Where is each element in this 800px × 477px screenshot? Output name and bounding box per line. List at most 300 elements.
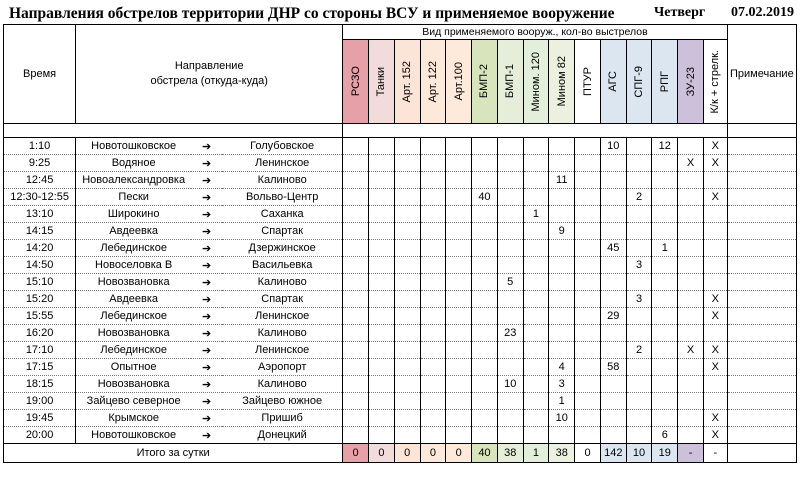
- table-row: [4, 342, 797, 359]
- time-cell: 19:45: [4, 410, 76, 427]
- weapon-cell: [523, 325, 549, 342]
- note-cell: [727, 155, 796, 172]
- table-row: [4, 206, 797, 223]
- table-row: [4, 359, 797, 376]
- note-cell: [727, 223, 796, 240]
- arrow-icon: ➔: [191, 325, 222, 342]
- to-cell: Аэропорт: [222, 359, 343, 376]
- to-cell: Васильевка: [222, 257, 343, 274]
- weapon-label: АГС: [607, 71, 620, 92]
- weapon-cell: [420, 257, 446, 274]
- weapon-cell: [600, 291, 626, 308]
- direction-header-line1: Направление: [174, 60, 244, 72]
- weapon-header-12: [652, 40, 678, 124]
- time-cell: 15:55: [4, 308, 76, 325]
- weapon-cell: [343, 189, 369, 206]
- weapon-cell: [420, 274, 446, 291]
- weapon-cell: [343, 257, 369, 274]
- weapon-header-1: [369, 40, 395, 124]
- weapon-cell: [343, 206, 369, 223]
- time-cell: 12:45: [4, 172, 76, 189]
- weapon-cell: [523, 359, 549, 376]
- note-cell: [727, 410, 796, 427]
- weapon-cell: X: [703, 189, 727, 206]
- weapon-cell: [549, 291, 575, 308]
- weapon-cell: [626, 206, 652, 223]
- weapon-header-6: [497, 40, 523, 124]
- time-cell: 16:20: [4, 325, 76, 342]
- weapon-cell: [343, 359, 369, 376]
- weapon-cell: [472, 240, 498, 257]
- note-cell: [727, 138, 796, 155]
- weapon-cell: [420, 308, 446, 325]
- weapon-cell: [369, 291, 395, 308]
- totals-label: Итого за сутки: [4, 444, 343, 463]
- weapon-header-9: [575, 40, 601, 124]
- weapon-cell: [626, 155, 652, 172]
- weapon-cell: [394, 240, 420, 257]
- weapon-cell: 2: [626, 189, 652, 206]
- weapon-cell: [420, 223, 446, 240]
- to-cell: Калиново: [222, 172, 343, 189]
- weapon-cell: [446, 359, 472, 376]
- weapon-cell: [703, 393, 727, 410]
- weapon-cell: [678, 206, 704, 223]
- weapon-cell: [600, 155, 626, 172]
- weapon-label: Арт.100: [452, 62, 465, 101]
- weapon-cell: [446, 427, 472, 444]
- from-cell: Лебединское: [76, 308, 191, 325]
- weapon-cell: [497, 342, 523, 359]
- weapon-cell: [497, 172, 523, 189]
- from-cell: Новоселовка В: [76, 257, 191, 274]
- weapon-cell: [678, 393, 704, 410]
- to-cell: Ленинское: [222, 342, 343, 359]
- weapon-cell: [575, 325, 601, 342]
- time-cell: 14:50: [4, 257, 76, 274]
- weapon-label: ПТУР: [581, 67, 594, 96]
- to-cell: Спартак: [222, 291, 343, 308]
- weapon-cell: [472, 155, 498, 172]
- weapon-cell: [703, 274, 727, 291]
- weapon-cell: [678, 274, 704, 291]
- weapon-cell: [652, 172, 678, 189]
- weapon-cell: [600, 189, 626, 206]
- weapon-cell: [369, 189, 395, 206]
- weapon-cell: [575, 223, 601, 240]
- weapon-cell: [497, 223, 523, 240]
- weapon-header-10: [600, 40, 626, 124]
- note-cell: [727, 257, 796, 274]
- page-title: Направления обстрелов территории ДНР со стороны ВСУ и применяемое вооружение: [9, 5, 615, 22]
- arrow-icon: ➔: [191, 223, 222, 240]
- weapon-cell: [472, 206, 498, 223]
- weapon-cell: [703, 376, 727, 393]
- arrow-icon: ➔: [191, 138, 222, 155]
- weapon-label: К/к + стрелк.: [709, 49, 722, 114]
- weapon-cell: [394, 257, 420, 274]
- arrow-icon: ➔: [191, 291, 222, 308]
- total-cell: 38: [549, 444, 575, 463]
- weapon-cell: [369, 410, 395, 427]
- arrow-icon: ➔: [191, 410, 222, 427]
- table-row: [4, 257, 797, 274]
- weapon-cell: [626, 393, 652, 410]
- weapon-cell: [652, 376, 678, 393]
- weapon-cell: [394, 206, 420, 223]
- weapon-cell: [678, 240, 704, 257]
- total-cell: 40: [472, 444, 498, 463]
- note-cell: [727, 291, 796, 308]
- weapon-cell: X: [703, 138, 727, 155]
- weapon-cell: [652, 155, 678, 172]
- weapon-cell: [703, 172, 727, 189]
- from-cell: Крымское: [76, 410, 191, 427]
- weapon-cell: [626, 223, 652, 240]
- weapon-cell: [497, 359, 523, 376]
- table-row: [4, 138, 797, 155]
- weapon-cell: [343, 155, 369, 172]
- weapon-cell: [678, 223, 704, 240]
- weapon-cell: [369, 393, 395, 410]
- weapon-cell: [626, 240, 652, 257]
- weapon-cell: [600, 274, 626, 291]
- time-cell: 17:15: [4, 359, 76, 376]
- weapon-cell: [652, 359, 678, 376]
- weapon-label: Арт. 152: [401, 60, 414, 103]
- weapon-cell: [343, 223, 369, 240]
- weapon-cell: [523, 410, 549, 427]
- weapon-header-2: [394, 40, 420, 124]
- weapon-header-0: [343, 40, 369, 124]
- weapon-cell: [369, 206, 395, 223]
- weapon-cell: [369, 223, 395, 240]
- weapon-cell: [575, 257, 601, 274]
- from-cell: Новотошковское: [76, 138, 191, 155]
- weapon-cell: [523, 240, 549, 257]
- weapon-cell: 10: [497, 376, 523, 393]
- weapon-cell: [626, 172, 652, 189]
- weapon-cell: [446, 155, 472, 172]
- weapon-header-4: [446, 40, 472, 124]
- weapon-cell: [678, 308, 704, 325]
- weapon-cell: [523, 155, 549, 172]
- weapon-label: Мином. 120: [529, 51, 542, 112]
- weapon-cell: [600, 342, 626, 359]
- weapon-cell: [575, 410, 601, 427]
- weapon-cell: [343, 393, 369, 410]
- weapon-cell: [343, 240, 369, 257]
- weapon-cell: [369, 138, 395, 155]
- from-cell: Зайцево северное: [76, 393, 191, 410]
- weapon-cell: [523, 172, 549, 189]
- weapon-cell: [497, 240, 523, 257]
- weapon-cell: [369, 427, 395, 444]
- from-cell: Опытное: [76, 359, 191, 376]
- weapon-cell: [626, 308, 652, 325]
- weapon-cell: [575, 291, 601, 308]
- from-cell: Новотошковское: [76, 427, 191, 444]
- table-row: [4, 410, 797, 427]
- weapon-cell: 45: [600, 240, 626, 257]
- time-cell: 14:20: [4, 240, 76, 257]
- weapon-cell: [497, 138, 523, 155]
- weapon-cell: [652, 189, 678, 206]
- weapon-cell: [394, 342, 420, 359]
- weapon-cell: [394, 223, 420, 240]
- weapon-cell: [446, 274, 472, 291]
- weapon-cell: [549, 274, 575, 291]
- weapon-cell: [472, 308, 498, 325]
- weapon-cell: [446, 410, 472, 427]
- to-cell: Пришиб: [222, 410, 343, 427]
- weapon-cell: [497, 155, 523, 172]
- header-row-1: [4, 25, 797, 40]
- weapon-cell: [472, 359, 498, 376]
- table-row: [4, 393, 797, 410]
- weapon-cell: [394, 274, 420, 291]
- weapon-cell: [600, 223, 626, 240]
- table-row: [4, 291, 797, 308]
- time-cell: 9:25: [4, 155, 76, 172]
- weapon-cell: [343, 376, 369, 393]
- weapon-cell: [678, 189, 704, 206]
- weapon-cell: [575, 308, 601, 325]
- total-cell: 0: [394, 444, 420, 463]
- note-cell: [727, 172, 796, 189]
- weapon-cell: X: [678, 342, 704, 359]
- weapon-cell: [394, 427, 420, 444]
- weapon-cell: [472, 257, 498, 274]
- weapon-cell: [369, 376, 395, 393]
- weapon-cell: [394, 291, 420, 308]
- weapon-cell: [626, 138, 652, 155]
- weapon-cell: [369, 308, 395, 325]
- time-cell: 19:00: [4, 393, 76, 410]
- weapon-cell: [472, 393, 498, 410]
- total-cell: -: [703, 444, 727, 463]
- weapon-cell: [472, 427, 498, 444]
- weapon-cell: [497, 410, 523, 427]
- time-cell: 18:15: [4, 376, 76, 393]
- weapon-cell: 5: [497, 274, 523, 291]
- arrow-icon: ➔: [191, 376, 222, 393]
- to-cell: Голубовское: [222, 138, 343, 155]
- weapon-cell: 29: [600, 308, 626, 325]
- weapon-cell: [420, 291, 446, 308]
- weapon-cell: [343, 410, 369, 427]
- note-cell: [727, 274, 796, 291]
- weapon-cell: [394, 189, 420, 206]
- weapon-label: Мином 82: [555, 56, 568, 107]
- from-cell: Лебединское: [76, 240, 191, 257]
- time-cell: 15:10: [4, 274, 76, 291]
- weapon-cell: [575, 138, 601, 155]
- arrow-icon: ➔: [191, 308, 222, 325]
- weapon-cell: [497, 308, 523, 325]
- weapon-cell: [600, 410, 626, 427]
- weapon-header-11: [626, 40, 652, 124]
- weapon-cell: [369, 359, 395, 376]
- table-row: [4, 274, 797, 291]
- weapon-cell: 3: [626, 257, 652, 274]
- arrow-icon: ➔: [191, 189, 222, 206]
- weapon-cell: [343, 138, 369, 155]
- note-cell: [727, 342, 796, 359]
- weapon-cell: [497, 393, 523, 410]
- totals-row: [4, 444, 797, 463]
- weapon-cell: [549, 257, 575, 274]
- weapon-cell: [343, 427, 369, 444]
- weapon-cell: [394, 376, 420, 393]
- weapon-cell: [626, 410, 652, 427]
- weapon-label: РСЗО: [349, 66, 362, 97]
- weapon-cell: [626, 427, 652, 444]
- weapon-cell: 23: [497, 325, 523, 342]
- weapon-cell: [523, 308, 549, 325]
- total-cell: 0: [446, 444, 472, 463]
- weapon-cell: [369, 172, 395, 189]
- arrow-icon: ➔: [191, 342, 222, 359]
- weapon-cell: [523, 189, 549, 206]
- table-row: [4, 376, 797, 393]
- weapon-cell: X: [703, 308, 727, 325]
- weapon-cell: [369, 257, 395, 274]
- weapon-cell: [600, 206, 626, 223]
- weapon-cell: X: [703, 427, 727, 444]
- weapon-cell: [394, 325, 420, 342]
- weapon-cell: [600, 376, 626, 393]
- weapon-cell: [446, 308, 472, 325]
- weapon-cell: [626, 359, 652, 376]
- weapon-cell: [420, 393, 446, 410]
- table-row: [4, 155, 797, 172]
- weapon-cell: [472, 138, 498, 155]
- time-cell: 17:10: [4, 342, 76, 359]
- time-cell: 20:00: [4, 427, 76, 444]
- weapon-cell: [523, 257, 549, 274]
- weapon-cell: [497, 206, 523, 223]
- weapon-cell: X: [703, 359, 727, 376]
- to-cell: Вольво-Центр: [222, 189, 343, 206]
- weapon-cell: [549, 325, 575, 342]
- total-cell: 19: [652, 444, 678, 463]
- weapon-cell: [472, 223, 498, 240]
- total-cell: 38: [497, 444, 523, 463]
- weapon-label: БМП-2: [478, 64, 491, 99]
- time-cell: 15:20: [4, 291, 76, 308]
- weapon-cell: [600, 172, 626, 189]
- to-cell: Ленинское: [222, 155, 343, 172]
- weapon-cell: 40: [472, 189, 498, 206]
- col-direction-header: [76, 25, 343, 124]
- weapon-cell: [472, 410, 498, 427]
- weapon-cell: [652, 257, 678, 274]
- weapon-cell: [472, 325, 498, 342]
- totals-note-cell: [727, 444, 796, 463]
- weapon-cell: 4: [549, 359, 575, 376]
- weapon-cell: [420, 359, 446, 376]
- arrow-icon: ➔: [191, 274, 222, 291]
- weapon-cell: [446, 393, 472, 410]
- weapon-cell: [420, 189, 446, 206]
- weapon-cell: [549, 155, 575, 172]
- to-cell: Ленинское: [222, 308, 343, 325]
- weapon-cell: [678, 172, 704, 189]
- weapon-cell: [575, 155, 601, 172]
- weapon-cell: 1: [523, 206, 549, 223]
- table-row: [4, 308, 797, 325]
- weapon-cell: [678, 410, 704, 427]
- weapon-cell: 11: [549, 172, 575, 189]
- note-cell: [727, 359, 796, 376]
- weapon-cell: 9: [549, 223, 575, 240]
- weapon-cell: [420, 376, 446, 393]
- weapon-cell: [343, 325, 369, 342]
- weapon-cell: [523, 223, 549, 240]
- weapon-cell: [600, 427, 626, 444]
- weapon-cell: [369, 274, 395, 291]
- weapon-cell: [575, 427, 601, 444]
- time-cell: 14:15: [4, 223, 76, 240]
- arrow-icon: ➔: [191, 240, 222, 257]
- arrow-icon: ➔: [191, 359, 222, 376]
- weapon-cell: [446, 325, 472, 342]
- weapon-cell: [497, 189, 523, 206]
- note-cell: [727, 240, 796, 257]
- weapon-cell: [678, 325, 704, 342]
- time-cell: 12:30-12:55: [4, 189, 76, 206]
- arrow-icon: ➔: [191, 427, 222, 444]
- weapon-cell: [369, 325, 395, 342]
- weapon-cell: [523, 376, 549, 393]
- weapon-cell: [678, 359, 704, 376]
- weapon-cell: [652, 393, 678, 410]
- weapon-cell: [523, 138, 549, 155]
- weapon-cell: [420, 427, 446, 444]
- weapon-cell: [652, 223, 678, 240]
- weapon-cell: [420, 172, 446, 189]
- weapon-cell: [420, 155, 446, 172]
- weapon-cell: [394, 393, 420, 410]
- weapon-cell: [575, 240, 601, 257]
- from-cell: Новозвановка: [76, 376, 191, 393]
- weapon-cell: X: [678, 155, 704, 172]
- weapon-cell: [446, 291, 472, 308]
- weapon-cell: [703, 206, 727, 223]
- weapon-cell: [394, 138, 420, 155]
- weapon-cell: 6: [652, 427, 678, 444]
- weapon-cell: 1: [652, 240, 678, 257]
- weapon-cell: [394, 410, 420, 427]
- weapon-cell: [420, 206, 446, 223]
- weapon-cell: [369, 342, 395, 359]
- weapon-cell: [394, 172, 420, 189]
- from-cell: Лебединское: [76, 342, 191, 359]
- weapon-cell: [343, 172, 369, 189]
- from-cell: Авдеевка: [76, 223, 191, 240]
- col-time-header: Время: [4, 25, 76, 124]
- to-cell: Калиново: [222, 274, 343, 291]
- weapon-cell: [652, 206, 678, 223]
- weapon-cell: [472, 274, 498, 291]
- note-cell: [727, 393, 796, 410]
- note-cell: [727, 427, 796, 444]
- weapon-cell: [497, 291, 523, 308]
- weapon-cell: [575, 359, 601, 376]
- note-cell: [727, 206, 796, 223]
- weapon-cell: 10: [549, 410, 575, 427]
